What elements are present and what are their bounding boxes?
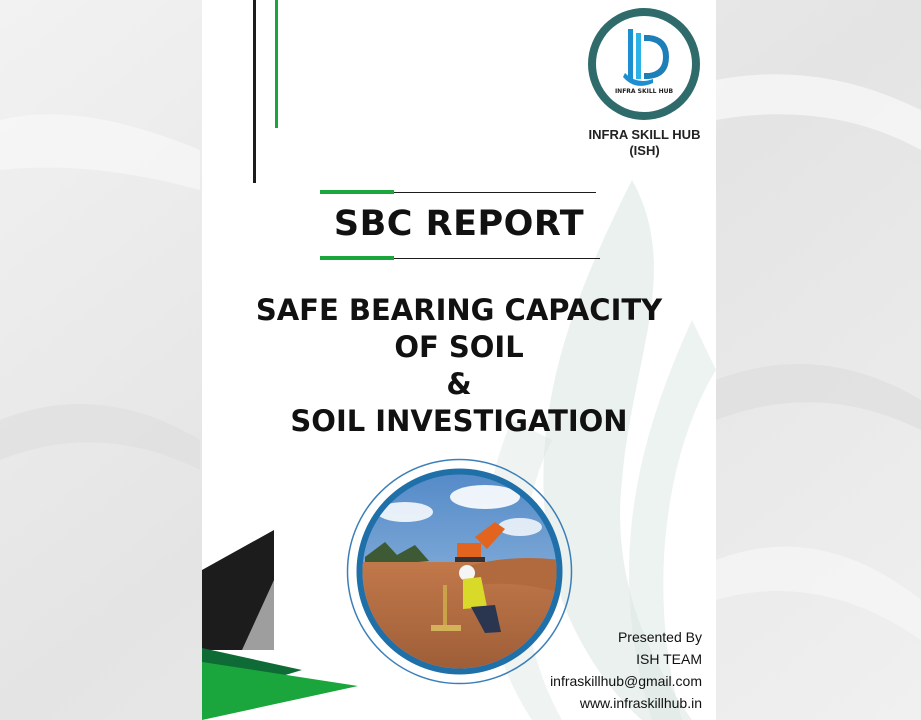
title-bottom-rule-black bbox=[394, 258, 600, 259]
brand-name-line1: INFRA SKILL HUB bbox=[588, 127, 701, 142]
presenter-block bbox=[550, 626, 702, 714]
brand-name bbox=[572, 127, 716, 159]
subtitle-line-3: & bbox=[446, 367, 472, 401]
brand-logo bbox=[587, 7, 701, 121]
report-subtitle bbox=[202, 292, 716, 440]
vertical-line-green bbox=[275, 0, 278, 128]
logo-text: INFRA SKILL HUB bbox=[614, 88, 674, 95]
vertical-line-black bbox=[253, 0, 256, 183]
title-bottom-rule-green bbox=[320, 256, 394, 260]
report-cover-page bbox=[202, 0, 716, 720]
title-top-rule-black bbox=[394, 192, 596, 193]
subtitle-line-4: SOIL INVESTIGATION bbox=[290, 404, 628, 438]
presenter-team: ISH TEAM bbox=[636, 651, 702, 667]
site-photo bbox=[345, 457, 574, 686]
presenter-website[interactable]: www.infraskillhub.in bbox=[579, 695, 702, 711]
brand-name-line2: (ISH) bbox=[629, 143, 660, 158]
ish-logo-icon bbox=[587, 7, 701, 121]
presenter-email[interactable]: infraskillhub@gmail.com bbox=[550, 673, 702, 689]
corner-triangles bbox=[202, 530, 362, 720]
report-title: SBC REPORT bbox=[333, 204, 585, 244]
subtitle-line-2: OF SOIL bbox=[394, 330, 524, 364]
presented-by-label: Presented By bbox=[617, 629, 702, 645]
title-top-rule-green bbox=[320, 190, 394, 194]
subtitle-line-1: SAFE BEARING CAPACITY bbox=[255, 293, 663, 327]
